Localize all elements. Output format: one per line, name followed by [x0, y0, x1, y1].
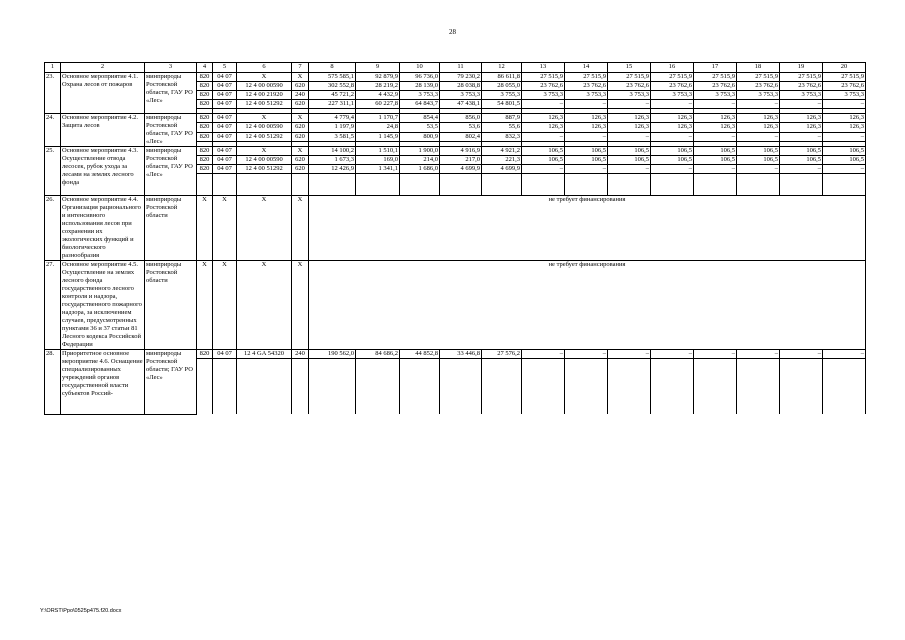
value-cell: 54 801,5 — [482, 100, 522, 109]
value-cell: 800,9 — [400, 132, 440, 141]
measure-name: Основное мероприятие 4.3. Осуществление отвода лесосек, рубок ухода за лесами на землях лесного фонда — [61, 147, 145, 196]
empty-cell — [309, 174, 356, 196]
value-cell: – — [823, 100, 866, 109]
value-cell: 126,3 — [608, 114, 651, 123]
empty-cell — [522, 359, 565, 415]
value-cell: 28 055,0 — [482, 82, 522, 91]
value-cell: 64 843,7 — [400, 100, 440, 109]
value-cell: 820 — [197, 165, 213, 174]
value-cell: – — [522, 165, 565, 174]
value-cell: 832,3 — [482, 132, 522, 141]
header-cell: 16 — [651, 63, 694, 73]
value-cell: 04 07 — [213, 156, 237, 165]
value-cell: 106,5 — [780, 156, 823, 165]
value-cell: – — [565, 100, 608, 109]
value-cell: 04 07 — [213, 100, 237, 109]
value-cell: 106,5 — [694, 156, 737, 165]
value-cell: 802,4 — [440, 132, 482, 141]
value-cell: – — [608, 350, 651, 359]
value-cell: 169,0 — [356, 156, 400, 165]
empty-cell — [400, 174, 440, 196]
empty-cell — [565, 359, 608, 415]
value-cell: 12 4 00 00590 — [237, 82, 292, 91]
value-cell: 820 — [197, 100, 213, 109]
value-cell: 1 686,0 — [400, 165, 440, 174]
value-cell: 126,3 — [565, 114, 608, 123]
value-cell: 4 779,4 — [309, 114, 356, 123]
value-cell: 820 — [197, 123, 213, 132]
empty-cell — [608, 174, 651, 196]
value-cell: 302 552,8 — [309, 82, 356, 91]
value-cell: X — [237, 114, 292, 123]
value-cell: 106,5 — [823, 156, 866, 165]
header-cell: 4 — [197, 63, 213, 73]
value-cell: 45 721,2 — [309, 91, 356, 100]
empty-cell — [309, 359, 356, 415]
value-cell: – — [522, 350, 565, 359]
value-cell: 126,3 — [651, 114, 694, 123]
value-cell: 4 699,9 — [482, 165, 522, 174]
value-cell: 1 900,0 — [400, 147, 440, 156]
empty-cell — [292, 174, 309, 196]
value-cell: 04 07 — [213, 73, 237, 82]
value-cell: X — [292, 114, 309, 123]
empty-cell — [440, 174, 482, 196]
empty-cell — [197, 359, 213, 415]
value-cell: 887,9 — [482, 114, 522, 123]
empty-cell — [823, 174, 866, 196]
value-cell: 106,5 — [651, 147, 694, 156]
value-cell: 23 762,6 — [651, 82, 694, 91]
value-cell: – — [565, 132, 608, 141]
value-cell: 126,3 — [522, 123, 565, 132]
value-cell: 3 581,5 — [309, 132, 356, 141]
value-cell: – — [737, 165, 780, 174]
value-cell: 106,5 — [522, 147, 565, 156]
header-cell: 8 — [309, 63, 356, 73]
executor: минприроды Ростовской области, ГАУ РО «Лес» — [145, 73, 197, 114]
value-cell: 3 753,3 — [522, 91, 565, 100]
no-funding-text: не требует финансирования — [548, 261, 626, 268]
value-cell: – — [780, 132, 823, 141]
executor: минприроды Ростовской области; ГАУ РО «Лес» — [145, 350, 197, 415]
value-cell: 820 — [197, 147, 213, 156]
value-cell: 1 341,1 — [356, 165, 400, 174]
row-number: 27. — [45, 261, 61, 350]
value-cell: 221,3 — [482, 156, 522, 165]
measure-name: Основное мероприятие 4.5. Осуществление на землях лесного фонда государственного лесного контроля и надзора, государственного пожарного надзора, за исключением случаев, предусмотренных пунктами 36 и 37 статьи 81 Лесного кодекса Российской Федерации — [61, 261, 145, 350]
row-number: 26. — [45, 196, 61, 261]
value-cell: 4 921,2 — [482, 147, 522, 156]
value-cell: 106,5 — [565, 147, 608, 156]
no-funding-note — [309, 196, 866, 261]
empty-cell — [823, 359, 866, 415]
value-cell: 240 — [292, 91, 309, 100]
value-cell: – — [565, 350, 608, 359]
value-cell: – — [522, 132, 565, 141]
value-cell: 3 753,3 — [780, 91, 823, 100]
value-cell: 12 4 00 21920 — [237, 91, 292, 100]
value-cell: 23 762,6 — [780, 82, 823, 91]
empty-cell — [197, 174, 213, 196]
value-cell: 240 — [292, 350, 309, 359]
value-cell: 27 515,9 — [694, 73, 737, 82]
value-cell: 106,5 — [565, 156, 608, 165]
empty-cell — [400, 359, 440, 415]
row-number: 28. — [45, 350, 61, 415]
empty-cell — [737, 359, 780, 415]
no-funding-note — [309, 261, 866, 350]
header-row — [45, 63, 866, 73]
value-cell: – — [694, 350, 737, 359]
value-cell: 106,5 — [823, 147, 866, 156]
value-cell: 126,3 — [694, 114, 737, 123]
executor: минприроды Ростовской области — [145, 261, 197, 350]
value-cell: 126,3 — [694, 123, 737, 132]
value-cell: 4 699,9 — [440, 165, 482, 174]
header-cell: 2 — [61, 63, 145, 73]
value-cell: 12 4 GA 54320 — [237, 350, 292, 359]
value-cell: 12 426,9 — [309, 165, 356, 174]
value-cell: 04 07 — [213, 132, 237, 141]
empty-cell — [780, 174, 823, 196]
header-cell: 6 — [237, 63, 292, 73]
header-cell: 20 — [823, 63, 866, 73]
value-cell: 23 762,6 — [737, 82, 780, 91]
value-cell: 4 916,9 — [440, 147, 482, 156]
value-cell: – — [737, 100, 780, 109]
value-cell: 27 515,9 — [780, 73, 823, 82]
header-cell: 1 — [45, 63, 61, 73]
header-cell: 19 — [780, 63, 823, 73]
value-cell: X — [237, 73, 292, 82]
measure-name: Основное мероприятие 4.1. Охрана лесов от пожаров — [61, 73, 145, 114]
value-cell: 3 753,3 — [565, 91, 608, 100]
empty-cell — [522, 174, 565, 196]
empty-cell — [694, 359, 737, 415]
value-cell: – — [780, 100, 823, 109]
value-cell: 106,5 — [522, 156, 565, 165]
mark-cell: X — [213, 196, 237, 261]
value-cell: – — [823, 350, 866, 359]
value-cell: 23 762,6 — [694, 82, 737, 91]
no-funding-text: не требует финансирования — [548, 196, 626, 203]
value-cell: 106,5 — [737, 156, 780, 165]
value-cell: 12 4 00 00590 — [237, 156, 292, 165]
file-path-footer: Y:\ORST\Ppo\0525p475.f20.docx — [40, 608, 122, 614]
value-cell: X — [292, 147, 309, 156]
header-cell: 18 — [737, 63, 780, 73]
value-cell: 27 515,9 — [608, 73, 651, 82]
value-cell: 55,6 — [482, 123, 522, 132]
value-cell: 84 686,2 — [356, 350, 400, 359]
table-row — [45, 73, 866, 82]
value-cell: 106,5 — [608, 147, 651, 156]
measure-name: Основное мероприятие 4.2. Защита лесов — [61, 114, 145, 147]
value-cell: 126,3 — [823, 123, 866, 132]
header-cell: 5 — [213, 63, 237, 73]
value-cell: X — [237, 147, 292, 156]
value-cell: – — [780, 350, 823, 359]
value-cell: 12 4 00 51292 — [237, 165, 292, 174]
table-row — [45, 350, 866, 359]
value-cell: 1 170,7 — [356, 114, 400, 123]
measure-name: Основное мероприятие 4.4. Организация рационального и интенсивного использования лесов при сохранении их экологических функций и биологического разнообразия — [61, 196, 145, 261]
header-cell: 7 — [292, 63, 309, 73]
table-row — [45, 147, 866, 156]
value-cell: 227 311,1 — [309, 100, 356, 109]
financing-table — [44, 62, 866, 415]
value-cell: 3 753,3 — [400, 91, 440, 100]
value-cell: X — [292, 73, 309, 82]
header-cell: 10 — [400, 63, 440, 73]
value-cell: 106,5 — [780, 147, 823, 156]
value-cell: 1 197,9 — [309, 123, 356, 132]
value-cell: – — [823, 132, 866, 141]
value-cell: 53,5 — [400, 123, 440, 132]
value-cell: 620 — [292, 165, 309, 174]
value-cell: – — [651, 132, 694, 141]
header-cell: 3 — [145, 63, 197, 73]
value-cell: 1 673,3 — [309, 156, 356, 165]
empty-cell — [651, 359, 694, 415]
empty-cell — [608, 359, 651, 415]
value-cell: 106,5 — [737, 147, 780, 156]
value-cell: 04 07 — [213, 82, 237, 91]
value-cell: 23 762,6 — [522, 82, 565, 91]
value-cell: 214,0 — [400, 156, 440, 165]
value-cell: 27 515,9 — [565, 73, 608, 82]
header-cell: 12 — [482, 63, 522, 73]
mark-cell: X — [237, 196, 292, 261]
value-cell: 27 515,9 — [651, 73, 694, 82]
value-cell: 12 4 00 51292 — [237, 100, 292, 109]
value-cell: – — [565, 165, 608, 174]
header-cell: 13 — [522, 63, 565, 73]
value-cell: 3 753,3 — [737, 91, 780, 100]
mark-cell: X — [292, 261, 309, 350]
value-cell: – — [522, 100, 565, 109]
executor: минприроды Ростовской области — [145, 196, 197, 261]
value-cell: 126,3 — [522, 114, 565, 123]
value-cell: 106,5 — [651, 156, 694, 165]
value-cell: 126,3 — [737, 123, 780, 132]
value-cell: 04 07 — [213, 114, 237, 123]
empty-cell — [356, 359, 400, 415]
value-cell: 04 07 — [213, 147, 237, 156]
value-cell: 28 219,2 — [356, 82, 400, 91]
value-cell: 575 585,1 — [309, 73, 356, 82]
header-cell: 17 — [694, 63, 737, 73]
executor: минприроды Ростовской области, ГАУ РО «Лес» — [145, 147, 197, 196]
empty-cell — [737, 174, 780, 196]
value-cell: 190 562,0 — [309, 350, 356, 359]
value-cell: 126,3 — [780, 123, 823, 132]
value-cell: 47 438,1 — [440, 100, 482, 109]
empty-cell — [292, 359, 309, 415]
value-cell: 854,4 — [400, 114, 440, 123]
value-cell: – — [737, 132, 780, 141]
value-cell: – — [651, 100, 694, 109]
value-cell: 820 — [197, 114, 213, 123]
value-cell: 620 — [292, 100, 309, 109]
value-cell: 126,3 — [780, 114, 823, 123]
value-cell: – — [651, 350, 694, 359]
value-cell: 3 753,3 — [694, 91, 737, 100]
value-cell: 1 145,9 — [356, 132, 400, 141]
empty-cell — [213, 174, 237, 196]
value-cell: 27 515,9 — [522, 73, 565, 82]
value-cell: – — [694, 132, 737, 141]
value-cell: 820 — [197, 350, 213, 359]
value-cell: 24,8 — [356, 123, 400, 132]
row-number: 23. — [45, 73, 61, 114]
mark-cell: X — [197, 261, 213, 350]
value-cell: 620 — [292, 82, 309, 91]
value-cell: – — [823, 165, 866, 174]
value-cell: 23 762,6 — [823, 82, 866, 91]
value-cell: 126,3 — [608, 123, 651, 132]
value-cell: 3 753,3 — [608, 91, 651, 100]
header-cell: 11 — [440, 63, 482, 73]
value-cell: 620 — [292, 123, 309, 132]
mark-cell: X — [213, 261, 237, 350]
value-cell: 27 576,2 — [482, 350, 522, 359]
value-cell: 12 4 00 51292 — [237, 132, 292, 141]
value-cell: 820 — [197, 82, 213, 91]
value-cell: 04 07 — [213, 350, 237, 359]
value-cell: 60 227,8 — [356, 100, 400, 109]
empty-cell — [565, 174, 608, 196]
value-cell: 04 07 — [213, 91, 237, 100]
empty-cell — [694, 174, 737, 196]
value-cell: 106,5 — [608, 156, 651, 165]
value-cell: 04 07 — [213, 123, 237, 132]
header-cell: 9 — [356, 63, 400, 73]
value-cell: 44 852,8 — [400, 350, 440, 359]
value-cell: – — [651, 165, 694, 174]
value-cell: 126,3 — [823, 114, 866, 123]
value-cell: 856,0 — [440, 114, 482, 123]
value-cell: 28 038,8 — [440, 82, 482, 91]
value-cell: 820 — [197, 91, 213, 100]
row-number: 24. — [45, 114, 61, 147]
empty-cell — [440, 359, 482, 415]
empty-cell — [780, 359, 823, 415]
value-cell: 3 755,3 — [482, 91, 522, 100]
value-cell: 106,5 — [694, 147, 737, 156]
value-cell: 23 762,6 — [608, 82, 651, 91]
value-cell: 126,3 — [565, 123, 608, 132]
empty-cell — [356, 174, 400, 196]
value-cell: 126,3 — [737, 114, 780, 123]
value-cell: 96 736,0 — [400, 73, 440, 82]
value-cell: 820 — [197, 156, 213, 165]
value-cell: 92 879,9 — [356, 73, 400, 82]
value-cell: 4 432,9 — [356, 91, 400, 100]
page-number: 28 — [449, 28, 456, 36]
value-cell: 620 — [292, 156, 309, 165]
value-cell: 04 07 — [213, 165, 237, 174]
header-cell: 15 — [608, 63, 651, 73]
value-cell: 12 4 00 00590 — [237, 123, 292, 132]
value-cell: – — [694, 100, 737, 109]
table-row — [45, 114, 866, 123]
mark-cell: X — [292, 196, 309, 261]
value-cell: 620 — [292, 132, 309, 141]
empty-cell — [482, 174, 522, 196]
empty-cell — [482, 359, 522, 415]
empty-cell — [213, 359, 237, 415]
empty-cell — [237, 359, 292, 415]
value-cell: 23 762,6 — [565, 82, 608, 91]
value-cell: 28 139,0 — [400, 82, 440, 91]
value-cell: 820 — [197, 73, 213, 82]
empty-cell — [651, 174, 694, 196]
value-cell: – — [608, 165, 651, 174]
value-cell: 1 510,1 — [356, 147, 400, 156]
empty-cell — [237, 174, 292, 196]
value-cell: 33 446,8 — [440, 350, 482, 359]
value-cell: 79 230,2 — [440, 73, 482, 82]
value-cell: 3 753,3 — [440, 91, 482, 100]
table-row — [45, 261, 866, 350]
value-cell: 3 753,3 — [823, 91, 866, 100]
value-cell: 53,6 — [440, 123, 482, 132]
measure-name: Приоритетное основное мероприятие 4.6. Оснащение специализированных учреждений органов государственной власти субъектов Россий- — [61, 350, 145, 415]
header-cell: 14 — [565, 63, 608, 73]
value-cell: – — [780, 165, 823, 174]
value-cell: 820 — [197, 132, 213, 141]
value-cell: 14 100,2 — [309, 147, 356, 156]
mark-cell: X — [237, 261, 292, 350]
executor: минприроды Ростовской области, ГАУ РО «Лес» — [145, 114, 197, 147]
table-row — [45, 196, 866, 261]
value-cell: – — [608, 132, 651, 141]
mark-cell: X — [197, 196, 213, 261]
row-number: 25. — [45, 147, 61, 196]
value-cell: – — [737, 350, 780, 359]
value-cell: 86 611,8 — [482, 73, 522, 82]
value-cell: 27 515,9 — [823, 73, 866, 82]
value-cell: 3 753,3 — [651, 91, 694, 100]
value-cell: – — [608, 100, 651, 109]
value-cell: 126,3 — [651, 123, 694, 132]
value-cell: 217,0 — [440, 156, 482, 165]
value-cell: – — [694, 165, 737, 174]
value-cell: 27 515,9 — [737, 73, 780, 82]
